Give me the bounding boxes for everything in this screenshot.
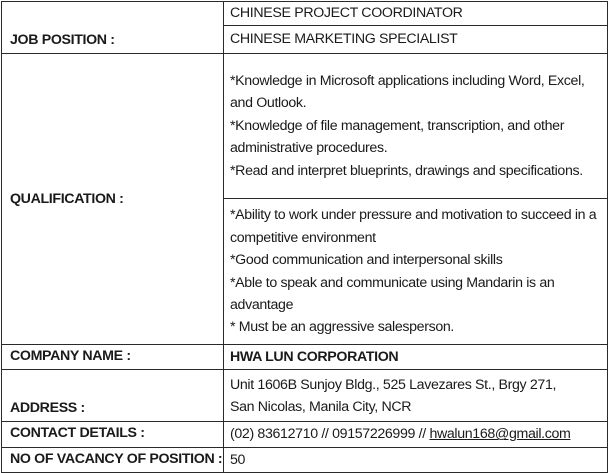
contact-email-link[interactable]: hwalun168@gmail.com [429,426,571,443]
qualification-label: QUALIFICATION : [2,54,224,345]
qualification-item: *Read and interpret blueprints, drawings and specifications. [230,162,583,179]
contact-label: CONTACT DETAILS : [2,422,224,447]
row-vacancy [2,447,608,472]
qualification-item: *Knowledge of file management, transcription, and other administrative procedures. [230,117,565,157]
company-label: COMPANY NAME : [2,345,224,370]
qualification-item: *Able to speak and communicate using Mandarin is an advantage [230,274,555,313]
job-ad-table [1,1,608,473]
row-address [2,370,608,422]
job-position-value-2: CHINESE MARKETING SPECIALIST [224,26,608,54]
qualification-group-2 [224,199,608,345]
qualification-item: *Knowledge in Microsoft applications including Word, Excel, and Outlook. [230,72,585,112]
qualification-item: * Must be an aggressive salesperson. [230,319,454,336]
contact-phones: (02) 83612710 // 09157226999 // [230,426,430,443]
contact-value [224,422,608,447]
address-line-2: San Nicolas, Manila City, NCR [230,398,412,415]
address-line-1: Unit 1606B Sunjoy Bldg., 525 Lavezares St., Brgy 271, [230,376,557,393]
qualification-group-1 [224,54,608,199]
vacancy-value: 50 [224,447,608,472]
address-label: ADDRESS : [2,370,224,422]
row-company [2,345,608,370]
company-value: HWA LUN CORPORATION [224,345,608,370]
row-qualification-1 [2,54,608,199]
row-contact [2,422,608,447]
job-position-value-1: CHINESE PROJECT COORDINATOR [224,2,608,26]
qualification-item: *Good communication and interpersonal skills [230,252,503,269]
qualification-item: *Ability to work under pressure and motivation to succeed in a competitive environment [230,207,597,246]
address-value [224,370,608,422]
job-position-label: JOB POSITION : [2,2,224,54]
vacancy-label: NO OF VACANCY OF POSITION : [2,447,224,472]
row-job-position-1 [2,2,608,26]
